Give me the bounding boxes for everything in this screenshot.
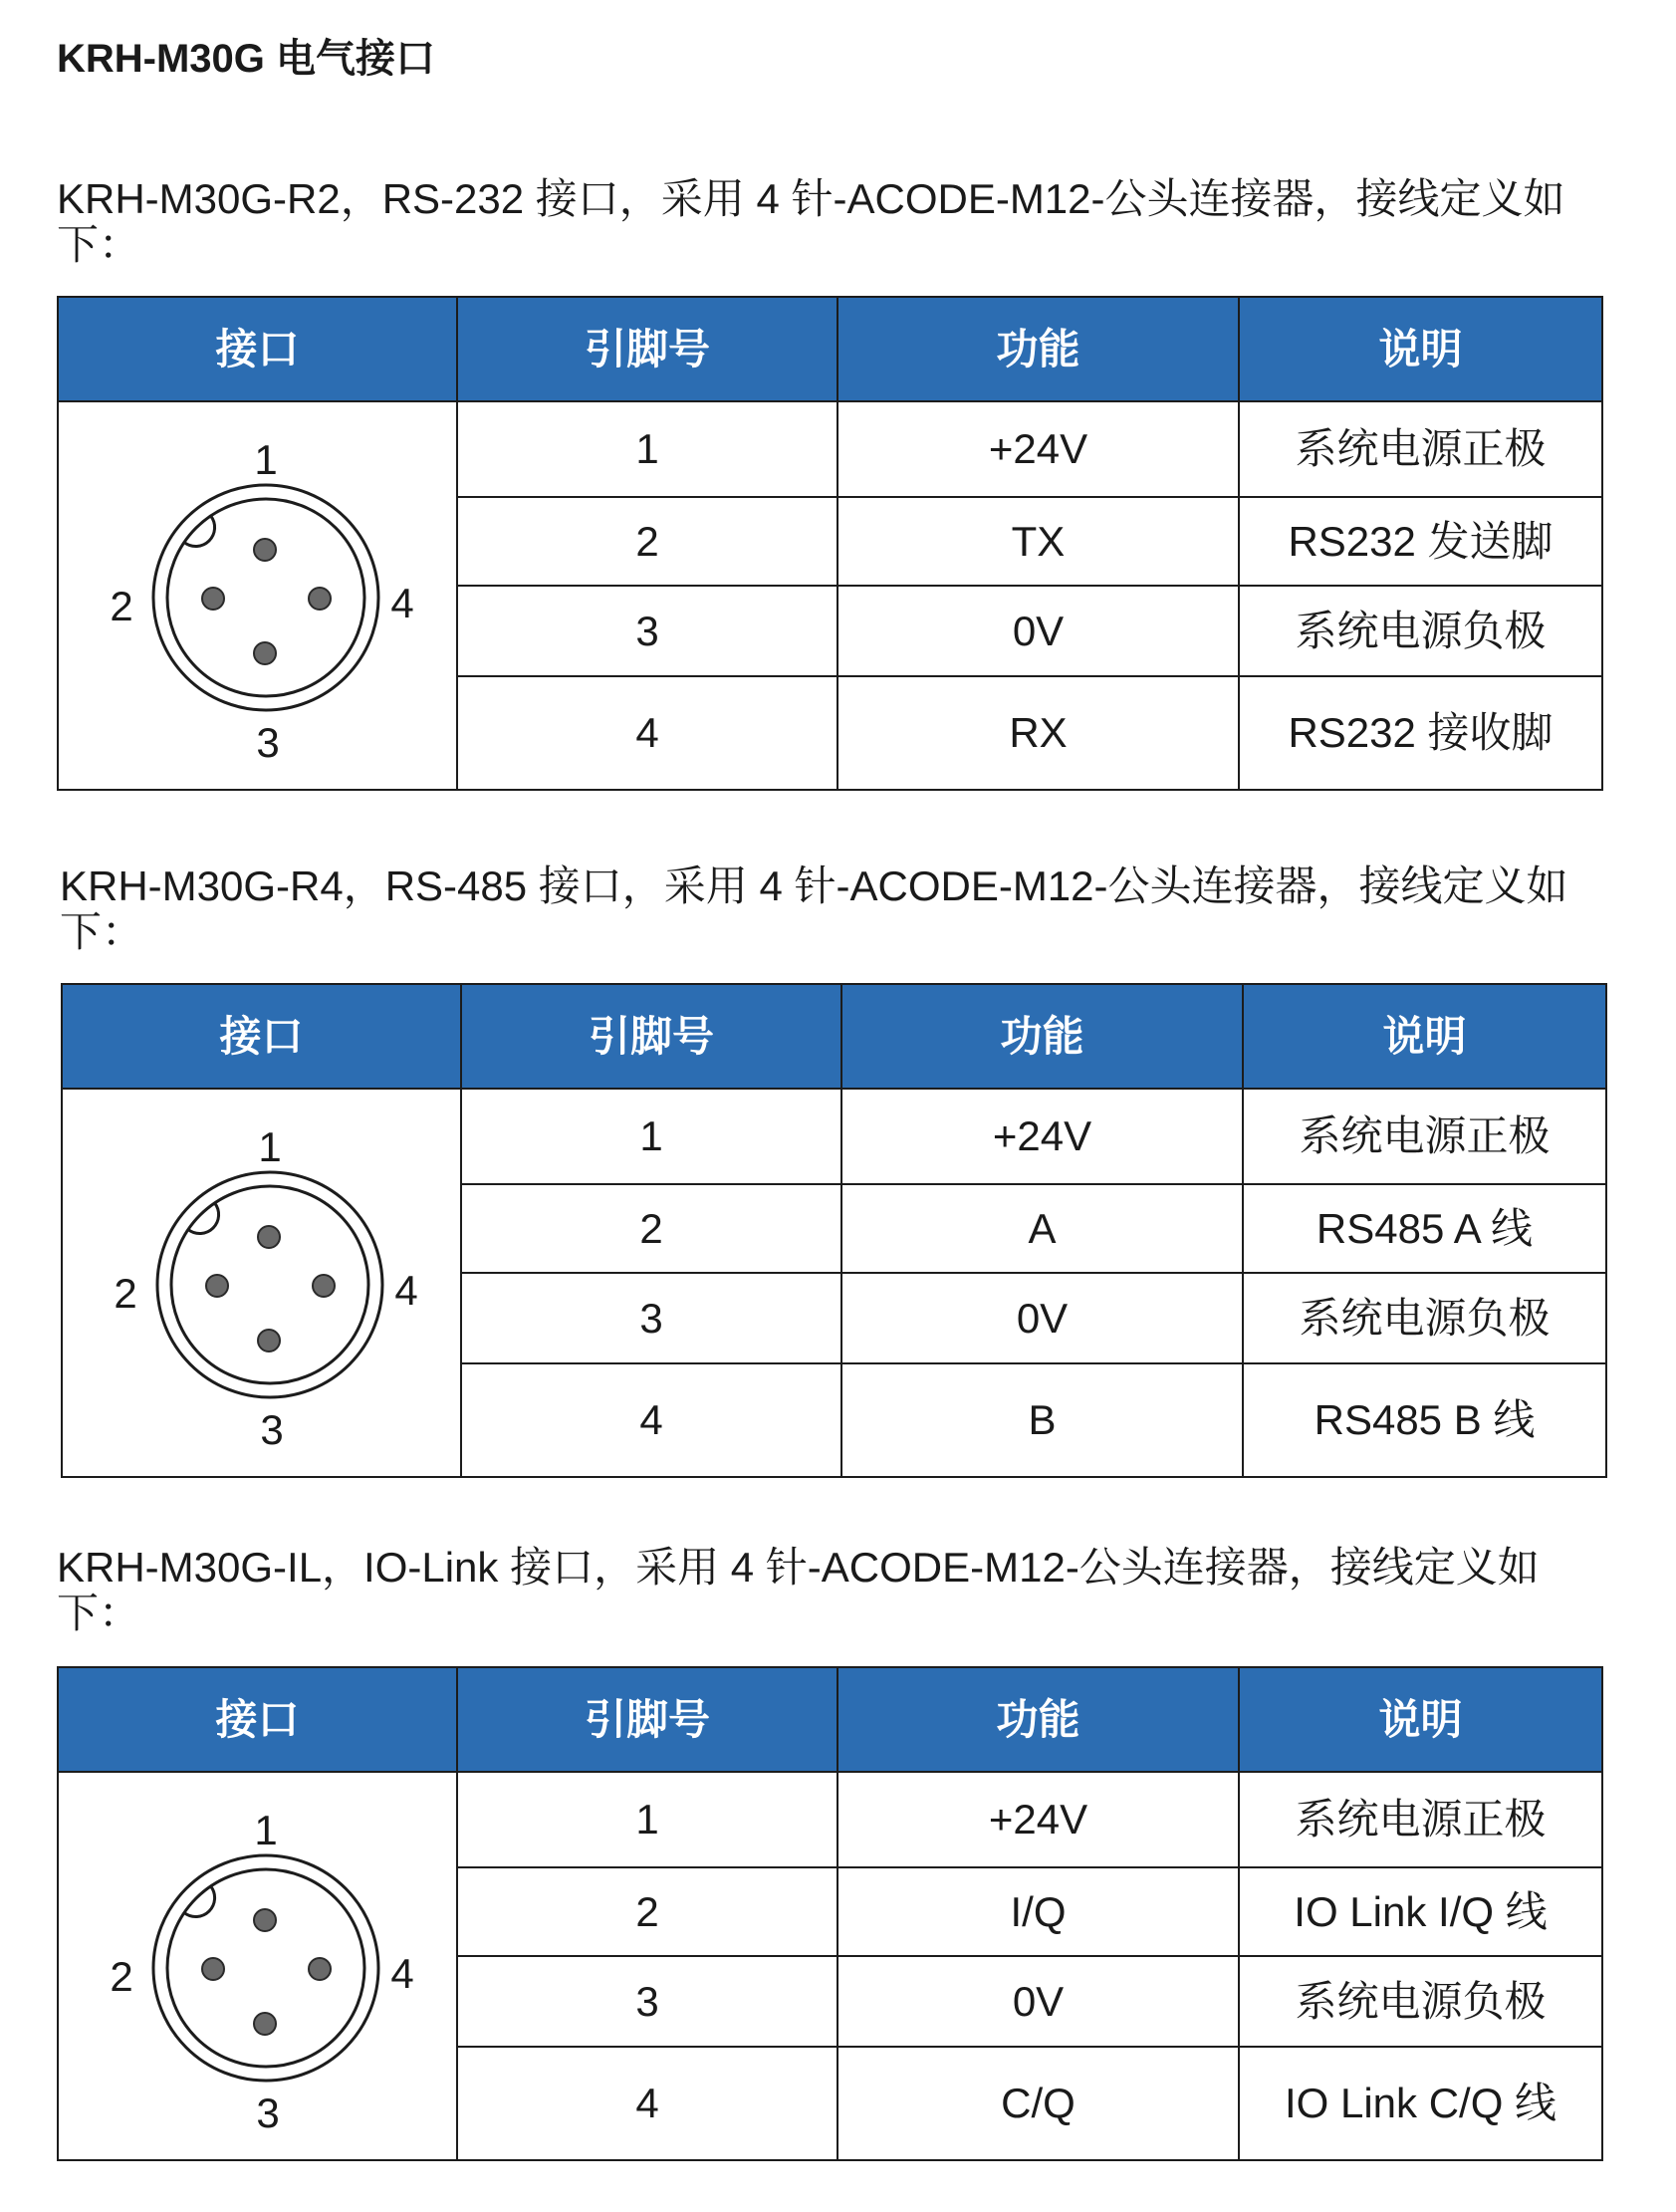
pin-label-bottom: 3 (256, 719, 280, 766)
function-cell: A (841, 1184, 1243, 1273)
description-cell: RS232 接收脚 (1239, 676, 1602, 790)
section-description-il: KRH-M30G-IL，IO-Link 接口，采用 4 针-ACODE-M12-公头连接器，接线定义如下： (57, 1544, 1540, 1636)
pin-label-left: 2 (114, 1270, 137, 1317)
pin-table-il (57, 1666, 1601, 2159)
description-cell: 系统电源正极 (1239, 401, 1602, 497)
connector-outer-ring (153, 485, 378, 710)
column-header-interface: 接口 (62, 984, 461, 1089)
pin-1-dot (254, 1909, 276, 1931)
description-cell: 系统电源正极 (1239, 1772, 1602, 1867)
connector-inner-ring (167, 499, 364, 696)
function-cell: TX (838, 497, 1239, 586)
column-header-function: 功能 (838, 1667, 1239, 1772)
description-cell: RS485 A 线 (1243, 1184, 1606, 1273)
function-cell: +24V (841, 1089, 1243, 1184)
pin-number-cell: 1 (461, 1089, 841, 1184)
pin-number-cell: 4 (457, 2047, 838, 2160)
column-header-pin: 引脚号 (457, 297, 838, 401)
pin-number-cell: 1 (457, 401, 838, 497)
description-cell: 系统电源负极 (1239, 586, 1602, 676)
pin-number-cell: 3 (461, 1273, 841, 1363)
description-cell: IO Link C/Q 线 (1239, 2047, 1602, 2160)
pin-label-right: 4 (394, 1267, 418, 1314)
function-cell: RX (838, 676, 1239, 790)
function-cell: 0V (841, 1273, 1243, 1363)
m12-connector-icon (61, 1088, 460, 1476)
function-cell: 0V (838, 586, 1239, 676)
function-cell: +24V (838, 401, 1239, 497)
pin-label-left: 2 (110, 583, 133, 629)
connector-outer-ring (157, 1172, 382, 1397)
pin-3-dot (258, 1330, 280, 1352)
table-header-row (58, 297, 1602, 401)
pin-1-dot (258, 1226, 280, 1248)
column-header-description: 说明 (1243, 984, 1606, 1089)
pin-number-cell: 3 (457, 1956, 838, 2047)
pin-4-dot (309, 1958, 331, 1980)
pin-4-dot (309, 588, 331, 610)
description-cell: 系统电源负极 (1243, 1273, 1606, 1363)
section-description-r4: KRH-M30G-R4，RS-485 接口，采用 4 针-ACODE-M12-公头连接器，接线定义如下： (60, 862, 1568, 955)
connector-inner-ring (171, 1186, 368, 1383)
pin-number-cell: 2 (457, 1867, 838, 1956)
description-cell: IO Link I/Q 线 (1239, 1867, 1602, 1956)
pin-4-dot (313, 1275, 335, 1297)
column-header-interface: 接口 (58, 297, 457, 401)
function-cell: B (841, 1363, 1243, 1477)
section-description-r2: KRH-M30G-R2，RS-232 接口，采用 4 针-ACODE-M12-公头连接器，接线定义如下： (57, 175, 1565, 268)
function-cell: C/Q (838, 2047, 1239, 2160)
function-cell: I/Q (838, 1867, 1239, 1956)
pin-label-bottom: 3 (260, 1406, 284, 1453)
description-cell: 系统电源正极 (1243, 1089, 1606, 1184)
pin-label-right: 4 (390, 580, 414, 626)
description-cell: RS485 B 线 (1243, 1363, 1606, 1477)
table-header-row (58, 1667, 1602, 1772)
pin-label-top: 1 (254, 1807, 278, 1853)
column-header-function: 功能 (841, 984, 1243, 1089)
m12-connector-icon (57, 400, 456, 789)
connector-key-notch (184, 1886, 215, 1917)
column-header-pin: 引脚号 (457, 1667, 838, 1772)
pin-label-top: 1 (254, 436, 278, 483)
pin-label-bottom: 3 (256, 2089, 280, 2136)
pin-3-dot (254, 2013, 276, 2035)
pin-table-r4 (61, 983, 1605, 1476)
m12-connector-icon (57, 1771, 456, 2159)
pin-number-cell: 1 (457, 1772, 838, 1867)
pin-number-cell: 3 (457, 586, 838, 676)
column-header-interface: 接口 (58, 1667, 457, 1772)
pin-label-top: 1 (258, 1123, 282, 1170)
description-cell: 系统电源负极 (1239, 1956, 1602, 2047)
column-header-description: 说明 (1239, 297, 1602, 401)
column-header-pin: 引脚号 (461, 984, 841, 1089)
function-cell: +24V (838, 1772, 1239, 1867)
connector-key-notch (188, 1203, 219, 1234)
page-title: KRH-M30G 电气接口 (57, 37, 436, 81)
pin-number-cell: 4 (457, 676, 838, 790)
connector-outer-ring (153, 1855, 378, 2081)
pin-2-dot (206, 1275, 228, 1297)
connector-key-notch (184, 516, 215, 547)
description-cell: RS232 发送脚 (1239, 497, 1602, 586)
pin-number-cell: 2 (457, 497, 838, 586)
pin-2-dot (202, 588, 224, 610)
pin-label-right: 4 (390, 1950, 414, 1997)
pin-number-cell: 4 (461, 1363, 841, 1477)
pin-1-dot (254, 539, 276, 561)
pin-label-left: 2 (110, 1953, 133, 2000)
pin-3-dot (254, 642, 276, 664)
column-header-function: 功能 (838, 297, 1239, 401)
connector-inner-ring (167, 1869, 364, 2067)
column-header-description: 说明 (1239, 1667, 1602, 1772)
pin-number-cell: 2 (461, 1184, 841, 1273)
pin-table-r2 (57, 296, 1601, 789)
function-cell: 0V (838, 1956, 1239, 2047)
table-header-row (62, 984, 1606, 1089)
pin-2-dot (202, 1958, 224, 1980)
